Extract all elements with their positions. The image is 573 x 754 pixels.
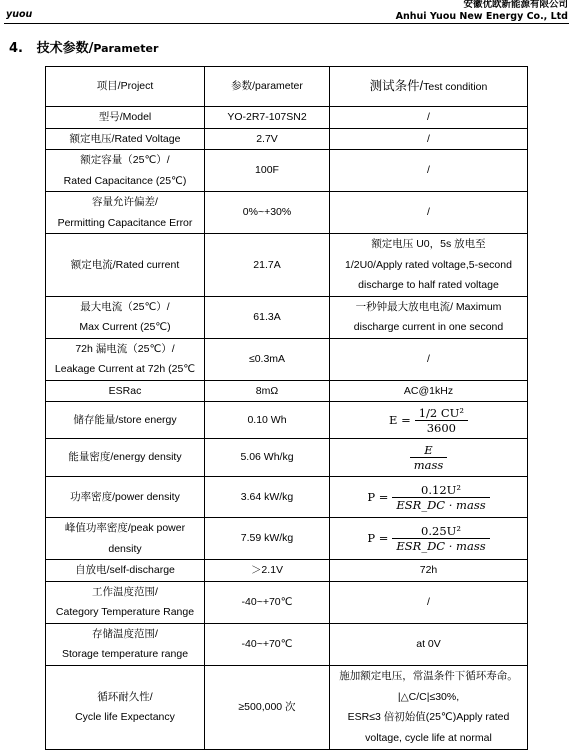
item-line: Rated Capacitance (25℃) — [63, 174, 187, 187]
formula-denominator: 3600 — [415, 420, 468, 435]
formula-denominator: mass — [410, 457, 448, 472]
cond-cell: / — [330, 338, 528, 380]
item-cell — [46, 150, 205, 192]
formula-numerator: 0.25U² — [421, 524, 461, 538]
param-cell: 21.7A — [205, 234, 330, 297]
section-title — [9, 37, 158, 56]
section-title-en: Parameter — [93, 42, 159, 55]
formula-denominator: ESR_DC · mass — [392, 497, 489, 512]
formula-numerator: E — [424, 443, 433, 457]
param-cell: 5.06 Wh/kg — [205, 439, 330, 477]
company-name-cn: 安徽优欧新能源有限公司 — [463, 0, 568, 10]
table-row — [46, 477, 528, 518]
table-row — [46, 402, 528, 439]
cond-cell: / — [330, 107, 528, 129]
cond-line: discharge current in one second — [353, 321, 504, 333]
param-cell: 8mΩ — [205, 380, 330, 402]
table-row — [46, 581, 528, 623]
param-cell: -40~+70℃ — [205, 623, 330, 665]
section-number: 4. — [9, 41, 23, 56]
cond-cell: / — [330, 581, 528, 623]
item-cell — [46, 338, 205, 380]
item-line: 容量允许偏差/ — [92, 196, 158, 208]
item-line: Permitting Capacitance Error — [57, 216, 193, 229]
formula-fraction — [392, 483, 489, 512]
item-line: 峰值功率密度/peak power — [64, 522, 186, 534]
section-title-cn: 技术参数/ — [36, 41, 94, 56]
formula-fraction — [415, 406, 468, 435]
item-cell: ESRac — [46, 380, 205, 402]
item-line: Max Current (25℃) — [79, 321, 171, 333]
item-cell — [46, 581, 205, 623]
table-row — [46, 665, 528, 749]
cond-cell-formula — [330, 518, 528, 560]
header-cell-project: 项目/Project — [46, 67, 205, 107]
formula-denominator: ESR_DC · mass — [392, 538, 489, 553]
item-line: 存储温度范围/ — [92, 627, 158, 640]
table-row — [46, 107, 528, 129]
param-cell: 0.10 Wh — [205, 402, 330, 439]
item-line: Cycle life Expectancy — [75, 711, 175, 723]
cond-line: discharge to half rated voltage — [358, 279, 499, 291]
item-line: 最大电流（25℃）/ — [80, 300, 170, 313]
param-cell: -40~+70℃ — [205, 581, 330, 623]
item-cell: 自放电/self-discharge — [46, 560, 205, 582]
item-cell — [46, 623, 205, 665]
table-row — [46, 192, 528, 234]
header-cell-condition — [330, 67, 528, 107]
company-name-en: Anhui Yuou New Energy Co., Ltd — [395, 11, 568, 22]
param-cell: ≤0.3mA — [205, 338, 330, 380]
param-cell: ＞2.1V — [205, 560, 330, 582]
formula-numerator: 0.12U² — [421, 482, 461, 497]
formula-lhs: E = — [389, 412, 411, 427]
param-cell: 61.3A — [205, 296, 330, 338]
item-cell: 能量密度/energy density — [46, 439, 205, 477]
cond-cell — [330, 665, 528, 749]
param-cell: 100F — [205, 150, 330, 192]
table-row — [46, 296, 528, 338]
item-cell: 储存能量/store energy — [46, 402, 205, 439]
cond-cell: 72h — [330, 560, 528, 582]
param-cell: 2.7V — [205, 128, 330, 150]
item-line: density — [108, 542, 142, 555]
formula-fraction — [410, 443, 448, 472]
cond-cell: / — [330, 150, 528, 192]
cond-cell-formula — [330, 402, 528, 439]
formula-numerator: 1/2 CU² — [418, 405, 464, 420]
cond-line: 一秒钟最大放电电流/ Maximum — [355, 300, 502, 313]
formula-lhs: P = — [367, 489, 389, 504]
cond-line: 施加额定电压，常温条件下循环寿命。 — [339, 670, 518, 682]
table-row — [46, 518, 528, 560]
item-line: Storage temperature range — [61, 648, 189, 660]
item-line: Category Temperature Range — [55, 606, 195, 618]
header-cell-parameter: 参数/parameter — [205, 67, 330, 107]
param-cell: ≥500,000 次 — [205, 665, 330, 749]
cond-cell-formula — [330, 477, 528, 518]
table-row — [46, 380, 528, 402]
cond-cell: at 0V — [330, 623, 528, 665]
item-cell — [46, 518, 205, 560]
cond-line: |△C/C|≤30%, — [397, 690, 460, 703]
cond-line: voltage, cycle life at normal — [365, 731, 492, 744]
cond-line: ESR≤3 倍初始值(25℃)Apply rated — [347, 711, 510, 723]
header-brand: yuou — [6, 9, 33, 20]
table-row — [46, 128, 528, 150]
table-row — [46, 338, 528, 380]
item-line: 72h 漏电流（25℃）/ — [75, 342, 175, 355]
item-line: Leakage Current at 72h (25℃ — [54, 363, 196, 375]
param-cell: 0%~+30% — [205, 192, 330, 234]
item-cell: 功率密度/power density — [46, 477, 205, 518]
item-cell — [46, 296, 205, 338]
table-row — [46, 623, 528, 665]
cond-cell — [330, 296, 528, 338]
table-row — [46, 150, 528, 192]
cond-cell: / — [330, 128, 528, 150]
item-line: 额定容量（25℃）/ — [80, 154, 170, 166]
cond-cell-formula — [330, 439, 528, 477]
param-cell: YO-2R7-107SN2 — [205, 107, 330, 129]
cond-line: 1/2U0/Apply rated voltage,5-second — [345, 258, 512, 271]
item-cell — [46, 665, 205, 749]
item-cell: 型号/Model — [46, 107, 205, 129]
item-cell: 额定电流/Rated current — [46, 234, 205, 297]
table-row — [46, 560, 528, 582]
condition-label-cn: 测试条件/ — [369, 78, 424, 93]
table-row — [46, 234, 528, 297]
cond-cell: / — [330, 192, 528, 234]
item-line: 工作温度范围/ — [92, 585, 158, 598]
parameter-table — [45, 66, 528, 750]
header-company — [396, 0, 568, 23]
cond-cell: AC@1kHz — [330, 380, 528, 402]
formula-fraction — [392, 524, 489, 553]
item-line: 循环耐久性/ — [97, 690, 153, 703]
table-row — [46, 439, 528, 477]
param-cell: 7.59 kW/kg — [205, 518, 330, 560]
table-header-row — [46, 67, 528, 107]
cond-cell — [330, 234, 528, 297]
condition-label-en: Test condition — [423, 80, 488, 93]
param-cell: 3.64 kW/kg — [205, 477, 330, 518]
item-cell — [46, 192, 205, 234]
item-cell: 额定电压/Rated Voltage — [46, 128, 205, 150]
formula-lhs: P = — [367, 531, 389, 546]
header-rule — [4, 23, 569, 24]
cond-line: 额定电压 U0，5s 放电至 — [371, 238, 486, 250]
